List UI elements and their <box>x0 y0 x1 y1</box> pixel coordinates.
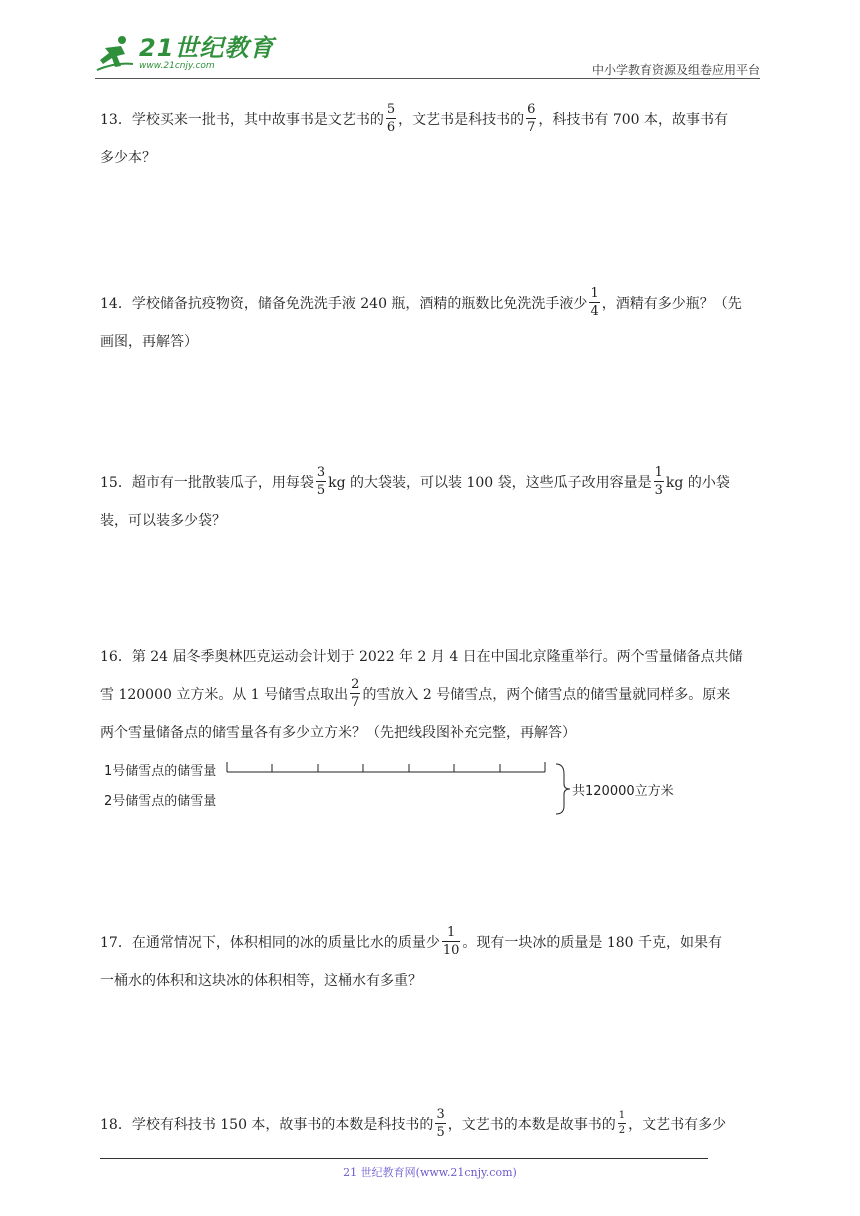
label-point-2: 2号储雪点的储雪量 <box>104 794 217 809</box>
question-15: 15．超市有一批散装瓜子，用每袋 $\frac{3}{5}$ kg 的大袋装，可以装 100 袋，这些瓜子改用容量是 $\frac{1}{3}$ kg 的小袋 装，可以装多少袋？ <box>100 464 730 529</box>
fraction: $\frac{1}{3}$ <box>654 464 663 498</box>
runner-logo-icon <box>95 34 135 72</box>
fraction: $\frac{1}{2}$ <box>618 1109 626 1136</box>
fraction: $\frac{1}{10}$ <box>442 924 460 958</box>
logo-text: 21世纪教育 <box>139 34 275 62</box>
question-14: 14．学校储备抗疫物资，储备免洗洗手液 240 瓶，酒精的瓶数比免洗洗手液少 $\frac{1}{4}$ ，酒精有多少瓶？（先 画图，再解答） <box>100 285 742 350</box>
logo-url: www.21cnjy.com <box>139 61 215 71</box>
page-header <box>95 34 760 78</box>
fraction: $\frac{5}{6}$ <box>386 101 396 135</box>
footer-text: 21 世纪教育网(www.21cnjy.com) <box>343 1166 517 1179</box>
line-segment-diagram <box>104 752 684 822</box>
logo <box>95 34 274 72</box>
fraction: $\frac{3}{5}$ <box>316 464 326 498</box>
fraction: $\frac{3}{5}$ <box>436 1106 445 1140</box>
fraction: $\frac{1}{4}$ <box>590 285 599 319</box>
header-divider <box>95 78 760 79</box>
platform-name: 中小学教育资源及组卷应用平台 <box>591 63 760 77</box>
question-17: 17．在通常情况下，体积相同的冰的质量比水的质量少 $\frac{1}{10}$ 。现有一块冰的质量是 180 千克，如果有 一桶水的体积和这块冰的体积相等，这桶水有多重？ <box>100 924 722 989</box>
question-18: 18．学校有科技书 150 本，故事书的本数是科技书的 $\frac{3}{5}$ ，文艺书的本数是故事书的 $\frac{1}{2}$ ，文艺书有多少 <box>100 1106 727 1140</box>
question-13: 13．学校买来一批书，其中故事书是文艺书的 $\frac{5}{6}$ ，文艺书是科技书的 $\frac{6}{7}$ ，科技书有 700 本，故事书有 多少本？ <box>100 101 729 166</box>
question-16: 16．第 24 届冬季奥林匹克运动会计划于 2022 年 2 月 4 日在中国北京隆重举行。两个雪量储备点共储 雪 120000 立方米。从 1 号储雪点取出 $\frac{2}{7}$ 的雪放入 2 号储雪点，两个储雪点的储雪量就同样多。原来 两个雪量储备点的储雪量各有多少立方米？（先把线段图补充完整，再解答） <box>100 649 743 741</box>
fraction: $\frac{2}{7}$ <box>351 676 360 710</box>
label-point-1: 1号储雪点的储雪量 <box>104 764 217 779</box>
total-label: 共120000立方米 <box>572 784 674 799</box>
fraction: $\frac{6}{7}$ <box>527 101 536 135</box>
footer-divider <box>100 1158 708 1159</box>
